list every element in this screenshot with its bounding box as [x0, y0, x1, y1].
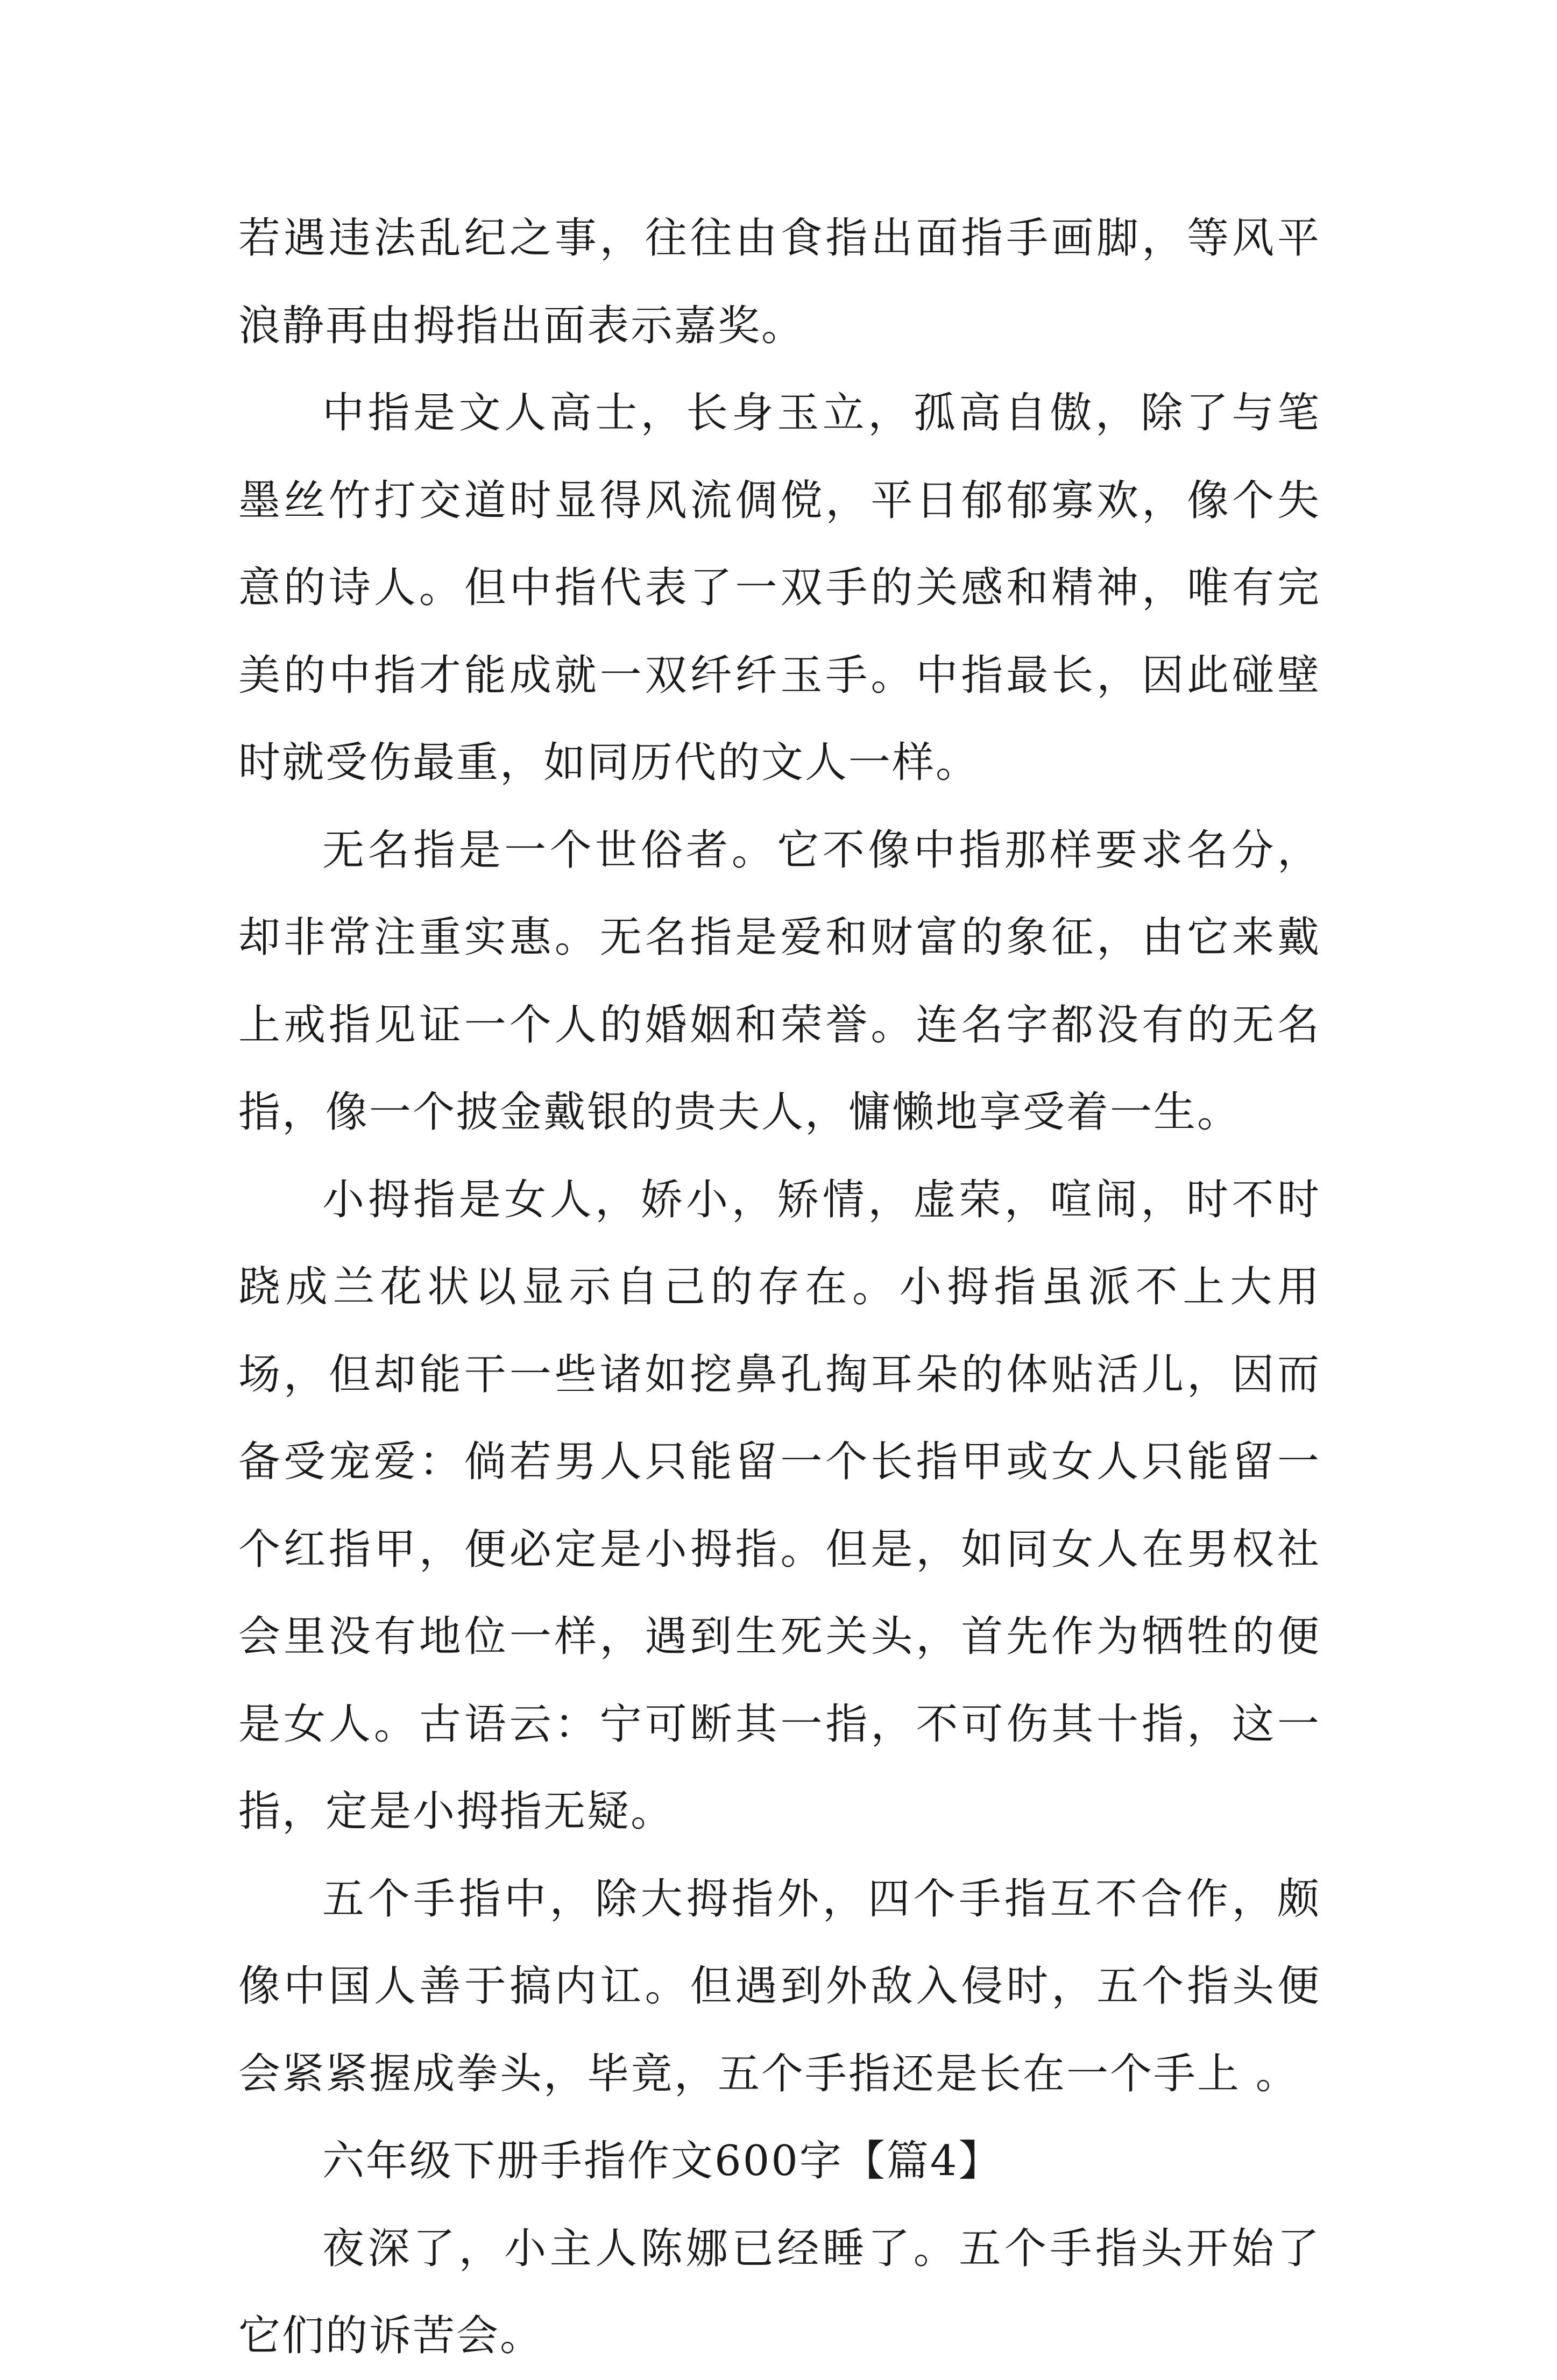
paragraph-5: 五个手指中，除大拇指外，四个手指互不合作，颇像中国人善于搞内讧。但遇到外敌入侵时，五个指头便会紧紧握成拳头，毕竟，五个手指还是长在一个手上 。 [238, 1874, 1321, 2098]
paragraph-3: 无名指是一个世俗者。它不像中指那样要求名分，却非常注重实惠。无名指是爱和财富的象征，由它来戴上戒指见证一个人的婚姻和荣誉。连名字都没有的无名指，像一个披金戴银的贵夫人，慵懒地享受着一生。 [238, 826, 1321, 1136]
paragraph-2: 中指是文人高士，长身玉立，孤高自傲，除了与笔墨丝竹打交道时显得风流倜傥，平日郁郁寡欢，像个失意的诗人。但中指代表了一双手的关感和精神，唯有完美的中指才能成就一双纤纤玉手。中指最长，因此碰壁时就受伤最重，如同历代的文人一样。 [238, 389, 1321, 787]
document-body [238, 195, 1321, 2380]
paragraph-4: 小拇指是女人，娇小，矫情，虚荣，喧闹，时不时跷成兰花状以显示自己的存在。小拇指虽派不上大用场，但却能干一些诸如挖鼻孔掏耳朵的体贴活儿，因而备受宠爱：倘若男人只能留一个长指甲或女人只能留一个红指甲，便必定是小拇指。但是，如同女人在男权社会里没有地位一样，遇到生死关头，首先作为牺牲的便是女人。古语云：宁可断其一指，不可伤其十指，这一指，定是小拇指无疑。 [238, 1175, 1321, 1836]
section-heading: 六年级下册手指作文600字【篇4】 [322, 2137, 1002, 2185]
paragraph-1: 若遇违法乱纪之事，往往由食指出面指手画脚，等风平浪静再由拇指出面表示嘉奖。 [238, 214, 1321, 350]
paragraph-6: 夜深了，小主人陈娜已经睡了。五个手指头开始了它们的诉苦会。 [238, 2224, 1321, 2360]
